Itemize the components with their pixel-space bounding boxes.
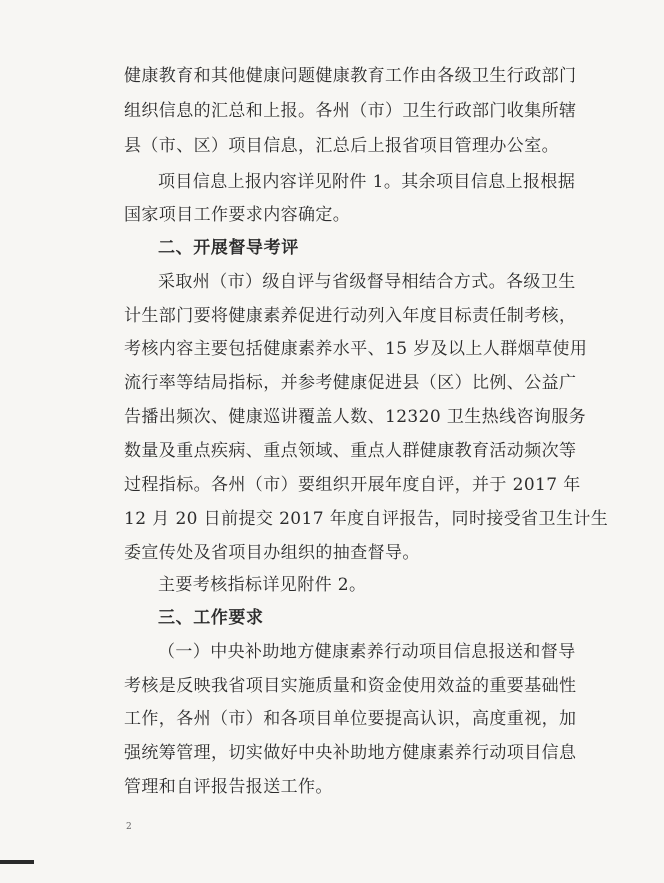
section-2-line-6: 数量及重点疾病、重点领域、重点人群健康教育活动频次等	[124, 441, 577, 461]
section-3-heading: 三、工作要求	[158, 608, 264, 628]
attachment-note-line-1: 项目信息上报内容详见附件 1。其余项目信息上报根据	[158, 172, 576, 192]
section-2-line-5: 告播出频次、健康巡讲覆盖人数、12320 卫生热线咨询服务	[124, 407, 587, 427]
attachment-note-line-2: 国家项目工作要求内容确定。	[124, 205, 351, 225]
intro-line-2: 组织信息的汇总和上报。各州（市）卫生行政部门收集所辖	[124, 101, 577, 121]
section-3-line-5: 管理和自评报告报送工作。	[124, 777, 333, 797]
intro-line-3: 县（市、区）项目信息，汇总后上报省项目管理办公室。	[124, 136, 559, 156]
section-2-line-1: 采取州（市）级自评与省级督导相结合方式。各级卫生	[158, 272, 576, 292]
page-number: 2	[126, 822, 132, 832]
section-2-line-4: 流行率等结局指标，并参考健康促进县（区）比例、公益广	[124, 373, 577, 393]
section-3-line-4: 强统筹管理，切实做好中央补助地方健康素养行动项目信息	[124, 743, 577, 763]
section-2-line-8: 12 月 20 日前提交 2017 年度自评报告，同时接受省卫生计生	[124, 509, 609, 529]
section-3-line-3: 工作，各州（市）和各项目单位要提高认识，高度重视，加	[124, 709, 577, 729]
section-2-line-2: 计生部门要将健康素养促进行动列入年度目标责任制考核，	[124, 306, 577, 326]
scan-edge-mark	[0, 860, 34, 864]
section-2-heading: 二、开展督导考评	[158, 238, 299, 258]
section-2-line-3: 考核内容主要包括健康素养水平、15 岁及以上人群烟草使用	[124, 339, 588, 359]
section-3-line-1: （一）中央补助地方健康素养行动项目信息报送和督导	[158, 642, 576, 662]
intro-line-1: 健康教育和其他健康问题健康教育工作由各级卫生行政部门	[124, 66, 577, 86]
section-2-line-7: 过程指标。各州（市）要组织开展年度自评，并于 2017 年	[124, 475, 581, 495]
section-3-line-2: 考核是反映我省项目实施质量和资金使用效益的重要基础性	[124, 676, 577, 696]
section-2-note: 主要考核指标详见附件 2。	[158, 575, 367, 595]
section-2-line-9: 委宣传处及省项目办组织的抽查督导。	[124, 543, 420, 563]
